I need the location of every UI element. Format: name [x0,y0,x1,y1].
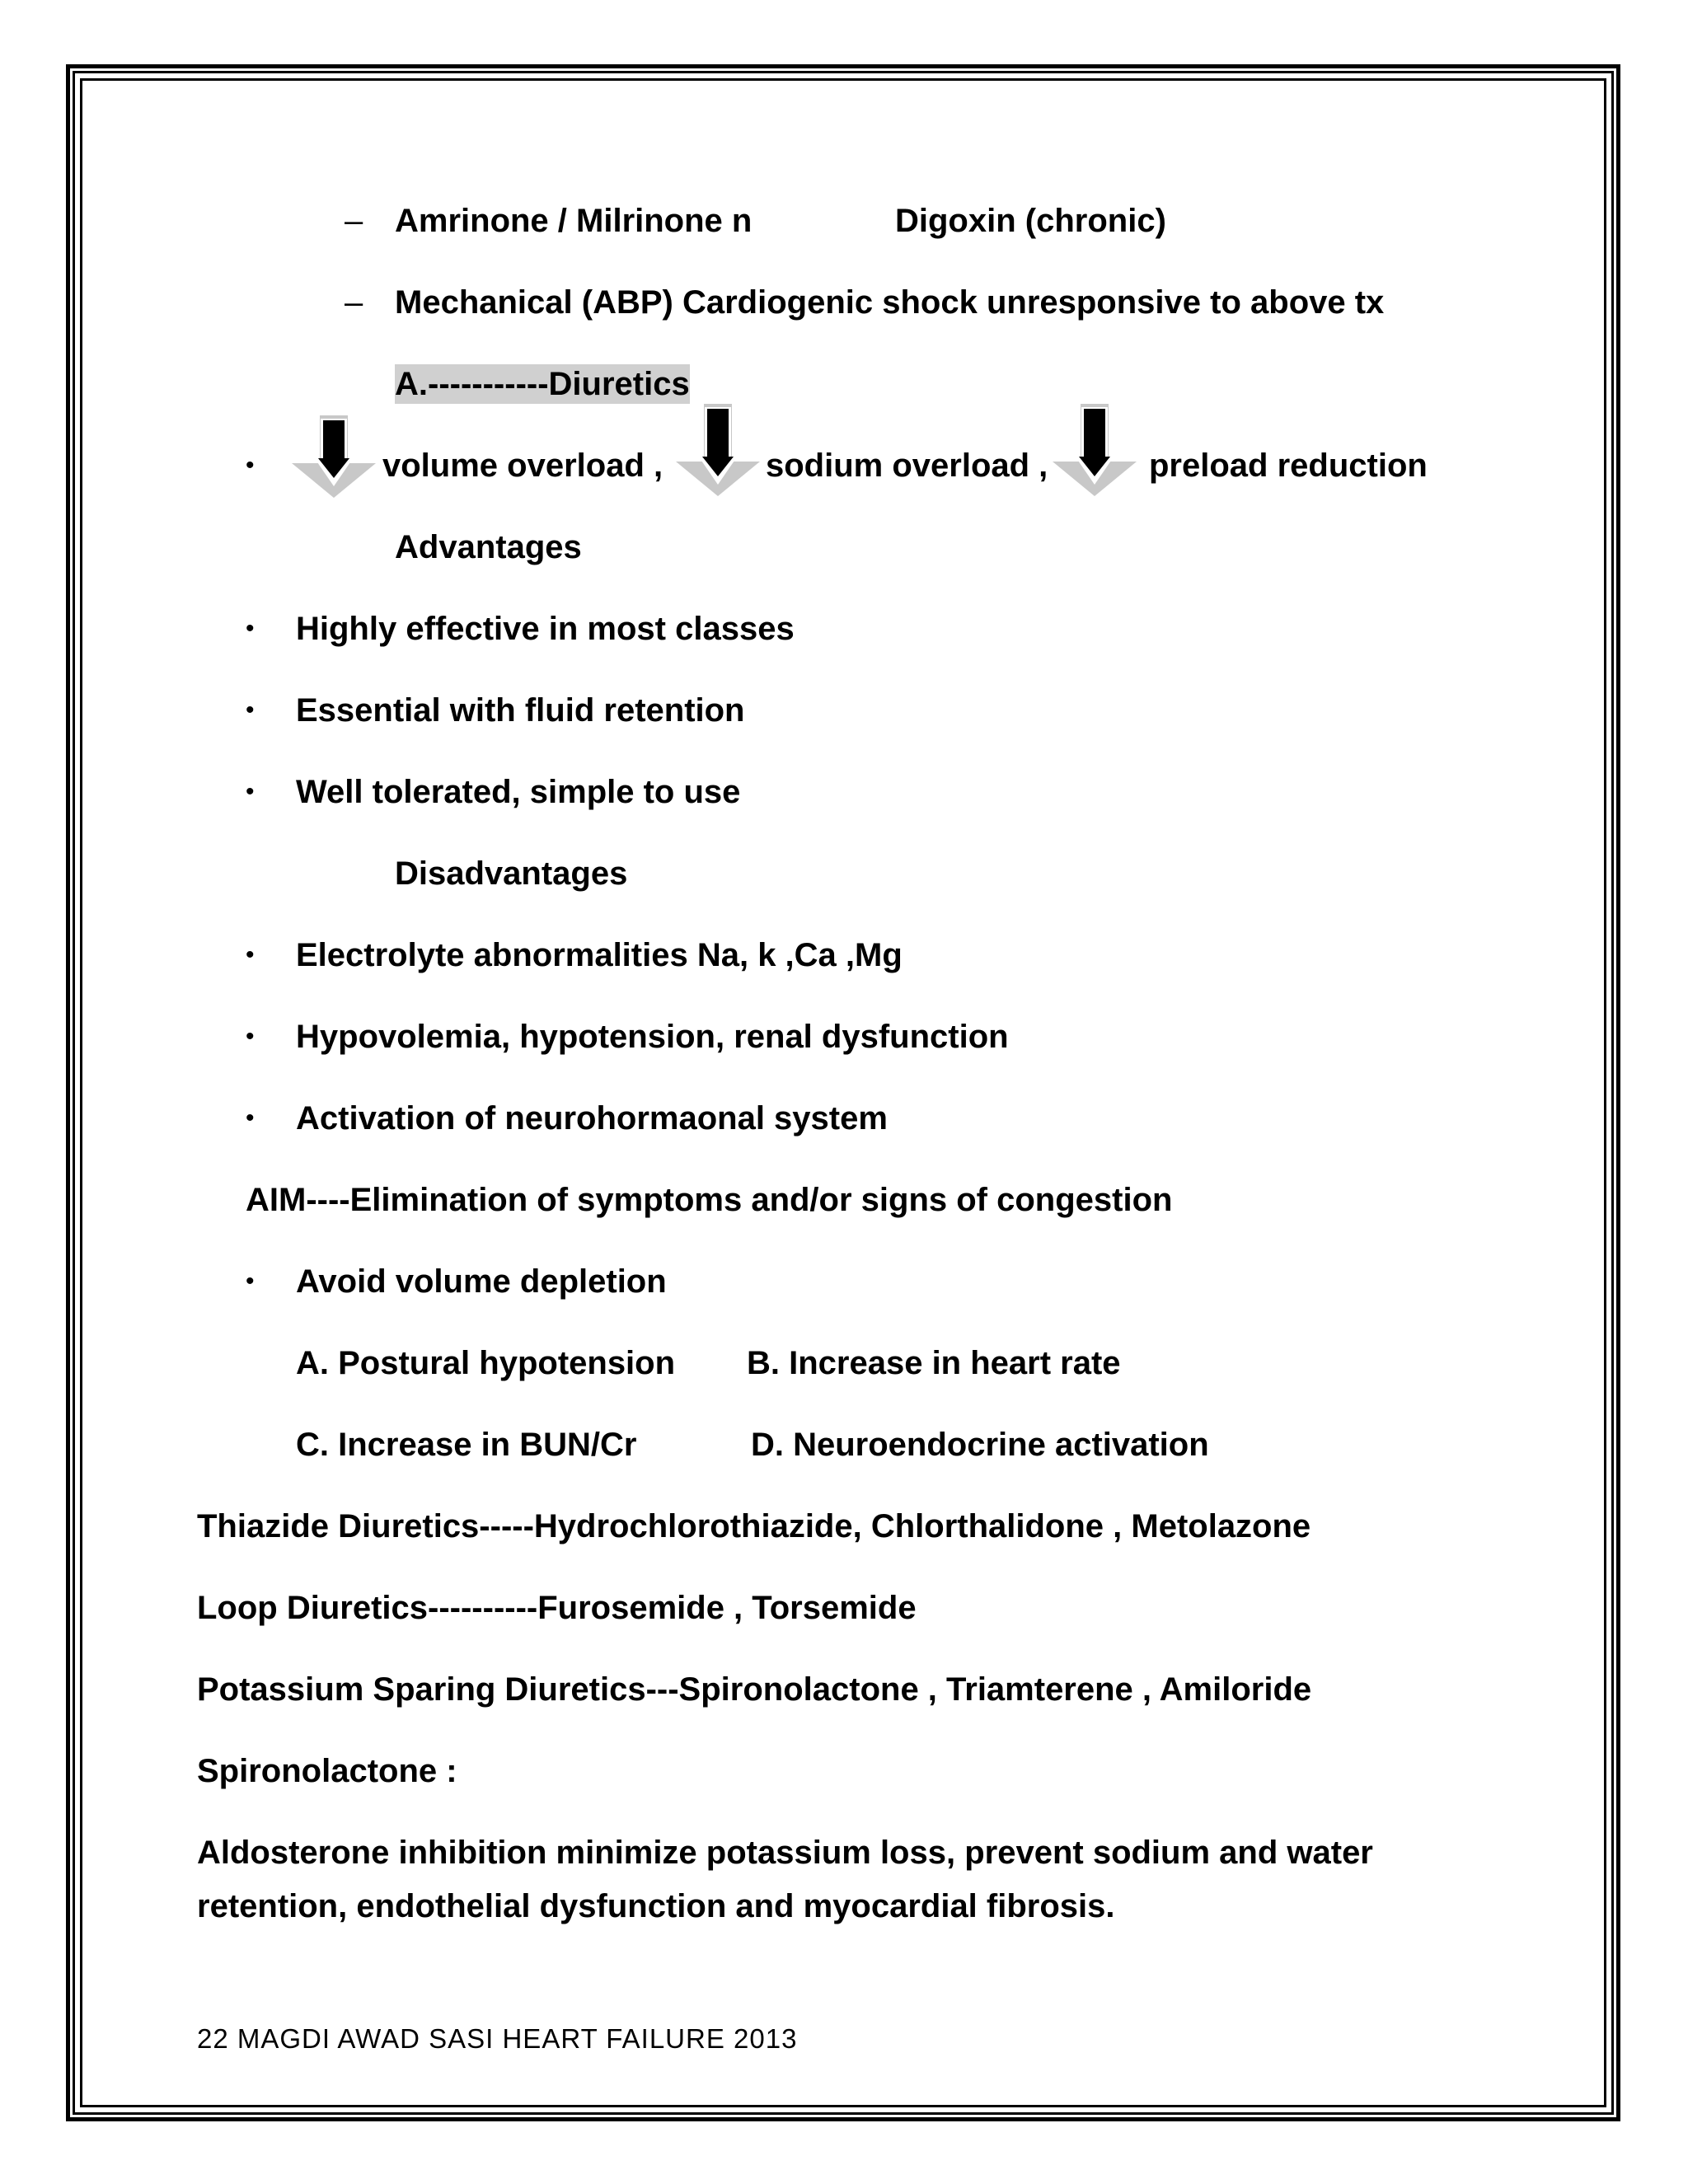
sub-item-a: A. Postural hypotension [296,1345,676,1381]
text-spironolactone: Spironolactone : [197,1753,457,1789]
text-amrinone: Amrinone / Milrinone n [395,203,753,239]
list-item: Highly effective in most classes [296,611,795,647]
bullet: • [246,778,255,805]
bullet: • [246,452,255,479]
subheading-advantages: Advantages [395,529,582,565]
list-item: Avoid volume depletion [296,1263,667,1300]
text-volume-overload: volume overload , [382,448,663,484]
page-border-inner [80,78,1606,2107]
text-aim: AIM----Elimination of symptoms and/or signs of congestion [246,1182,1173,1218]
text-loop: Loop Diuretics----------Furosemide , Torsemide [197,1590,917,1626]
list-item: Activation of neurohormaonal system [296,1100,888,1137]
dash-marker: – [345,284,363,321]
bullet: • [246,696,255,724]
bullet: • [246,1104,255,1132]
list-item: Essential with fluid retention [296,692,745,729]
paragraph-line-2: retention, endothelial dysfunction and myocardial fibrosis. [197,1888,1115,1924]
sub-item-d: D. Neuroendocrine activation [751,1427,1209,1463]
list-item: Well tolerated, simple to use [296,774,741,810]
text-sodium-overload: sodium overload , [766,448,1048,484]
text-mechanical: Mechanical (ABP) Cardiogenic shock unresponsive to above tx [395,284,1385,321]
subheading-disadvantages: Disadvantages [395,855,628,892]
sub-item-b: B. Increase in heart rate [747,1345,1121,1381]
paragraph-line-1: Aldosterone inhibition minimize potassium loss, prevent sodium and water [197,1835,1373,1871]
down-arrow-icon [1051,401,1138,498]
bullet: • [246,941,255,968]
bullet: • [246,615,255,642]
bullet: • [246,1268,255,1295]
text-potassium-sparing: Potassium Sparing Diuretics---Spironolactone , Triamterene , Amiloride [197,1671,1312,1708]
section-heading-diuretics: A.-----------Diuretics [395,366,690,402]
dash-marker: – [345,203,363,239]
list-item: Electrolyte abnormalities Na, k ,Ca ,Mg [296,937,903,973]
page-footer: 22 MAGDI AWAD SASI HEART FAILURE 2013 [197,2023,798,2054]
down-arrow-icon [674,401,762,498]
list-item: Hypovolemia, hypotension, renal dysfunction [296,1019,1009,1055]
text-preload-reduction: preload reduction [1149,448,1428,484]
bullet: • [246,1023,255,1050]
down-arrow-icon [290,412,377,499]
sub-item-c: C. Increase in BUN/Cr [296,1427,637,1463]
text-thiazide: Thiazide Diuretics-----Hydrochlorothiazide, Chlorthalidone , Metolazone [197,1508,1311,1544]
text-digoxin: Digoxin (chronic) [895,203,1166,239]
